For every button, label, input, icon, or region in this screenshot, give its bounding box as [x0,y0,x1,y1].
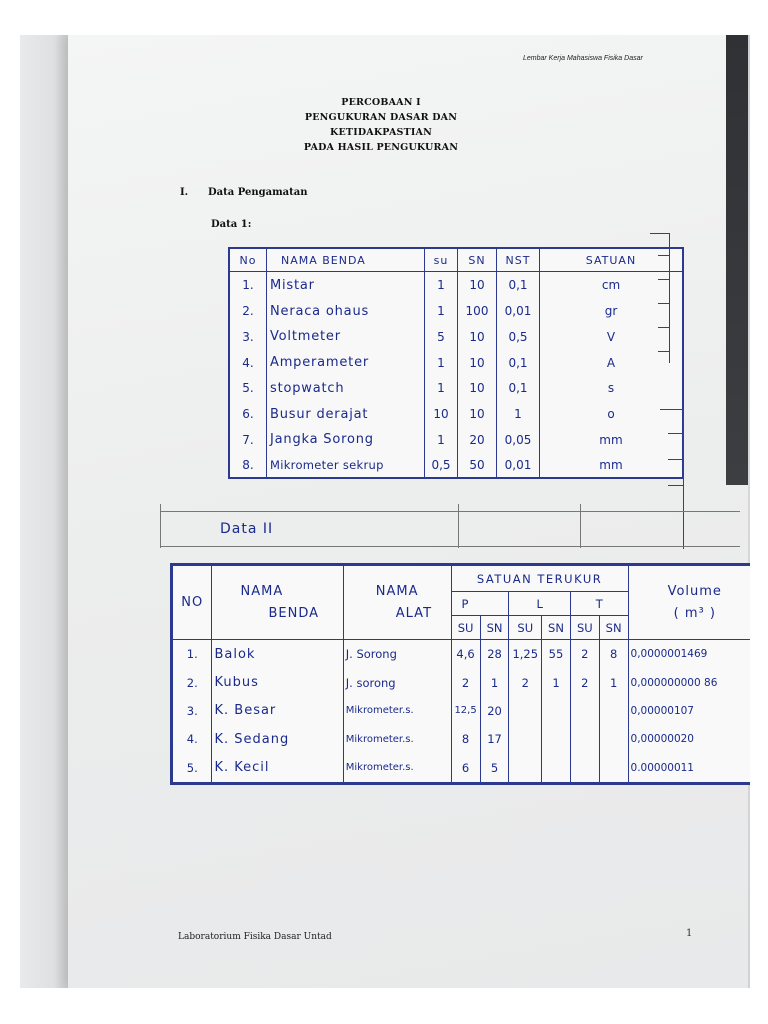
cell-l-sn [542,753,571,782]
table-row [173,669,751,697]
cell-sn: 10 [458,272,497,299]
cell-nama-benda: Amperameter [267,350,425,376]
cell-nama-alat: Mikrometer.s. [343,697,451,725]
col-header-su: su [425,249,458,272]
cell-nst: 0,1 [497,350,540,376]
col-header-l: L [509,592,570,616]
cell-no: 5. [242,381,254,396]
title-line-1: PERCOBAAN I [341,97,421,108]
cell-su: 1 [425,298,458,324]
col-header-t-su: SU [570,616,599,640]
cell-t-sn: 8 [599,640,628,669]
table-row [230,350,682,376]
cell-nama-benda: Busur derajat [267,401,425,427]
photo-background [20,35,750,988]
cell-no: 3. [242,329,254,344]
table-row [230,453,682,477]
worksheet-page [68,35,748,988]
cell-sn: 20 [458,427,497,453]
cell-sn: 10 [458,401,497,427]
cell-p-su: 4,6 [451,640,480,669]
cell-p-sn: 1 [480,669,509,697]
col-header-p: P [451,592,509,616]
table-row [230,401,682,427]
cell-l-sn [542,725,571,753]
col-header-l-su: SU [509,616,542,640]
cell-l-su [509,725,542,753]
cell-satuan: mm [540,453,683,477]
col-header-p-su: SU [451,616,480,640]
col-header-satuan-terukur: SATUAN TERUKUR [451,566,628,592]
cell-nst: 0,05 [497,427,540,453]
running-header: Lembar Kerja Mahasiswa Fisika Dasar [523,55,643,62]
volume-line-1: Volume [667,583,722,599]
cell-t-su: 2 [570,669,599,697]
cell-volume: 0,0000001469 [628,640,750,669]
title-line-2: PENGUKURAN DASAR DAN KETIDAKPASTIAN [304,112,458,138]
cell-satuan: A [540,350,683,376]
cell-nama-benda: Jangka Sorong [267,427,425,453]
table-row [230,298,682,324]
data2-table [170,563,750,785]
cell-p-su: 8 [451,725,480,753]
cell-satuan: V [540,324,683,350]
cell-satuan: s [540,375,683,401]
nama-alat-line-2: ALAT [395,605,433,621]
section-label: Data Pengamatan [208,187,308,198]
section-number: I. [180,187,189,198]
cell-no: 8. [242,457,254,472]
cell-satuan: gr [540,298,683,324]
col-header-p-sn: SN [480,616,509,640]
cell-satuan: mm [540,427,683,453]
title-line-3: PADA HASIL PENGUKURAN [303,142,459,153]
cell-l-sn: 55 [542,640,571,669]
cell-l-sn: 1 [542,669,571,697]
cell-p-sn: 20 [480,697,509,725]
data1-label: Data 1: [211,219,252,230]
cell-nama-benda: K. Sedang [212,725,343,753]
table-row [230,427,682,453]
cell-t-sn: 1 [599,669,628,697]
cell-sn: 100 [458,298,497,324]
cell-nama-benda: Mistar [267,272,425,299]
cell-p-sn: 5 [480,753,509,782]
table-row [230,375,682,401]
cell-no: 2. [242,304,254,319]
volume-line-2: ( m³ ) [673,605,716,621]
col-header-satuan: SATUAN [540,249,683,272]
cell-l-su [509,697,542,725]
cell-nst: 1 [497,401,540,427]
cell-su: 1 [425,427,458,453]
cell-l-su: 2 [509,669,542,697]
cell-t-su: 2 [570,640,599,669]
cell-nama-benda: Balok [212,640,343,669]
section-heading [180,187,308,198]
cell-su: 1 [425,272,458,299]
cell-satuan: o [540,401,683,427]
cell-nama-benda: K. Kecil [212,753,343,782]
nama-alat-line-1: NAMA [375,583,419,599]
cell-volume: 0,00000107 [628,697,750,725]
background-edge [726,35,748,485]
col-header-nama-benda [212,566,343,640]
col-header-nama-alat [343,566,451,640]
cell-nama-benda: Kubus [212,669,343,697]
cell-nama-benda: K. Besar [212,697,343,725]
cell-nama-benda: Voltmeter [267,324,425,350]
cell-nama-benda: stopwatch [267,375,425,401]
cell-volume: 0,000000000 86 [628,669,750,697]
cell-volume: 0.00000011 [628,753,750,782]
cell-su: 10 [425,401,458,427]
cell-p-sn: 28 [480,640,509,669]
data1-table [228,247,684,479]
cell-t-su [570,725,599,753]
cell-p-sn: 17 [480,725,509,753]
page-edge [20,35,68,988]
cell-su: 1 [425,375,458,401]
cell-no: 7. [242,432,254,447]
cell-no: 5. [173,753,212,782]
col-header-no: No [230,249,267,272]
title-block [266,95,496,155]
col-header-no: NO [173,566,212,640]
cell-nama-alat: J. Sorong [343,640,451,669]
cell-no: 1. [173,640,212,669]
cell-nama-alat: Mikrometer.s. [343,725,451,753]
cell-p-su: 2 [451,669,480,697]
data2-header-row-1 [173,566,751,592]
col-header-sn: SN [458,249,497,272]
table-row [173,640,751,669]
cell-l-sn [542,697,571,725]
cell-sn: 50 [458,453,497,477]
nama-benda-line-1: NAMA [240,583,284,599]
cell-t-sn [599,753,628,782]
cell-satuan: cm [540,272,683,299]
table-row [173,725,751,753]
col-header-nst: NST [497,249,540,272]
cell-nst: 0,01 [497,453,540,477]
cell-su: 0,5 [425,453,458,477]
cell-nst: 0,01 [497,298,540,324]
table-row [230,272,682,299]
col-header-l-sn: SN [542,616,571,640]
cell-nama-benda: Neraca ohaus [267,298,425,324]
cell-no: 3. [173,697,212,725]
data1-header-row [230,249,682,272]
cell-t-su [570,753,599,782]
cell-p-su: 6 [451,753,480,782]
cell-nst: 0,5 [497,324,540,350]
cell-nama-benda: Mikrometer sekrup [267,453,425,477]
cell-l-su: 1,25 [509,640,542,669]
nama-benda-line-2: BENDA [268,605,320,621]
col-header-t-sn: SN [599,616,628,640]
cell-nst: 0,1 [497,375,540,401]
table-row [230,324,682,350]
footer-lab-name: Laboratorium Fisika Dasar Untad [178,932,332,942]
cell-no: 4. [173,725,212,753]
page-number: 1 [686,928,693,939]
cell-no: 1. [242,278,254,293]
cell-t-sn [599,697,628,725]
cell-sn: 10 [458,350,497,376]
col-header-t: T [570,592,628,616]
data2-label: Data II [220,521,274,537]
cell-su: 1 [425,350,458,376]
cell-nama-alat: Mikrometer.s. [343,753,451,782]
cell-t-su [570,697,599,725]
cell-p-su: 12,5 [451,697,480,725]
cell-su: 5 [425,324,458,350]
cell-nst: 0,1 [497,272,540,299]
cell-no: 4. [242,355,254,370]
cell-no: 2. [173,669,212,697]
cell-sn: 10 [458,375,497,401]
table-row [173,753,751,782]
table-row [173,697,751,725]
cell-nama-alat: J. sorong [343,669,451,697]
col-header-nama-benda: NAMA BENDA [267,249,425,272]
col-header-volume [628,566,750,640]
cell-no: 6. [242,407,254,422]
cell-sn: 10 [458,324,497,350]
cell-t-sn [599,725,628,753]
cell-l-su [509,753,542,782]
cell-volume: 0,00000020 [628,725,750,753]
